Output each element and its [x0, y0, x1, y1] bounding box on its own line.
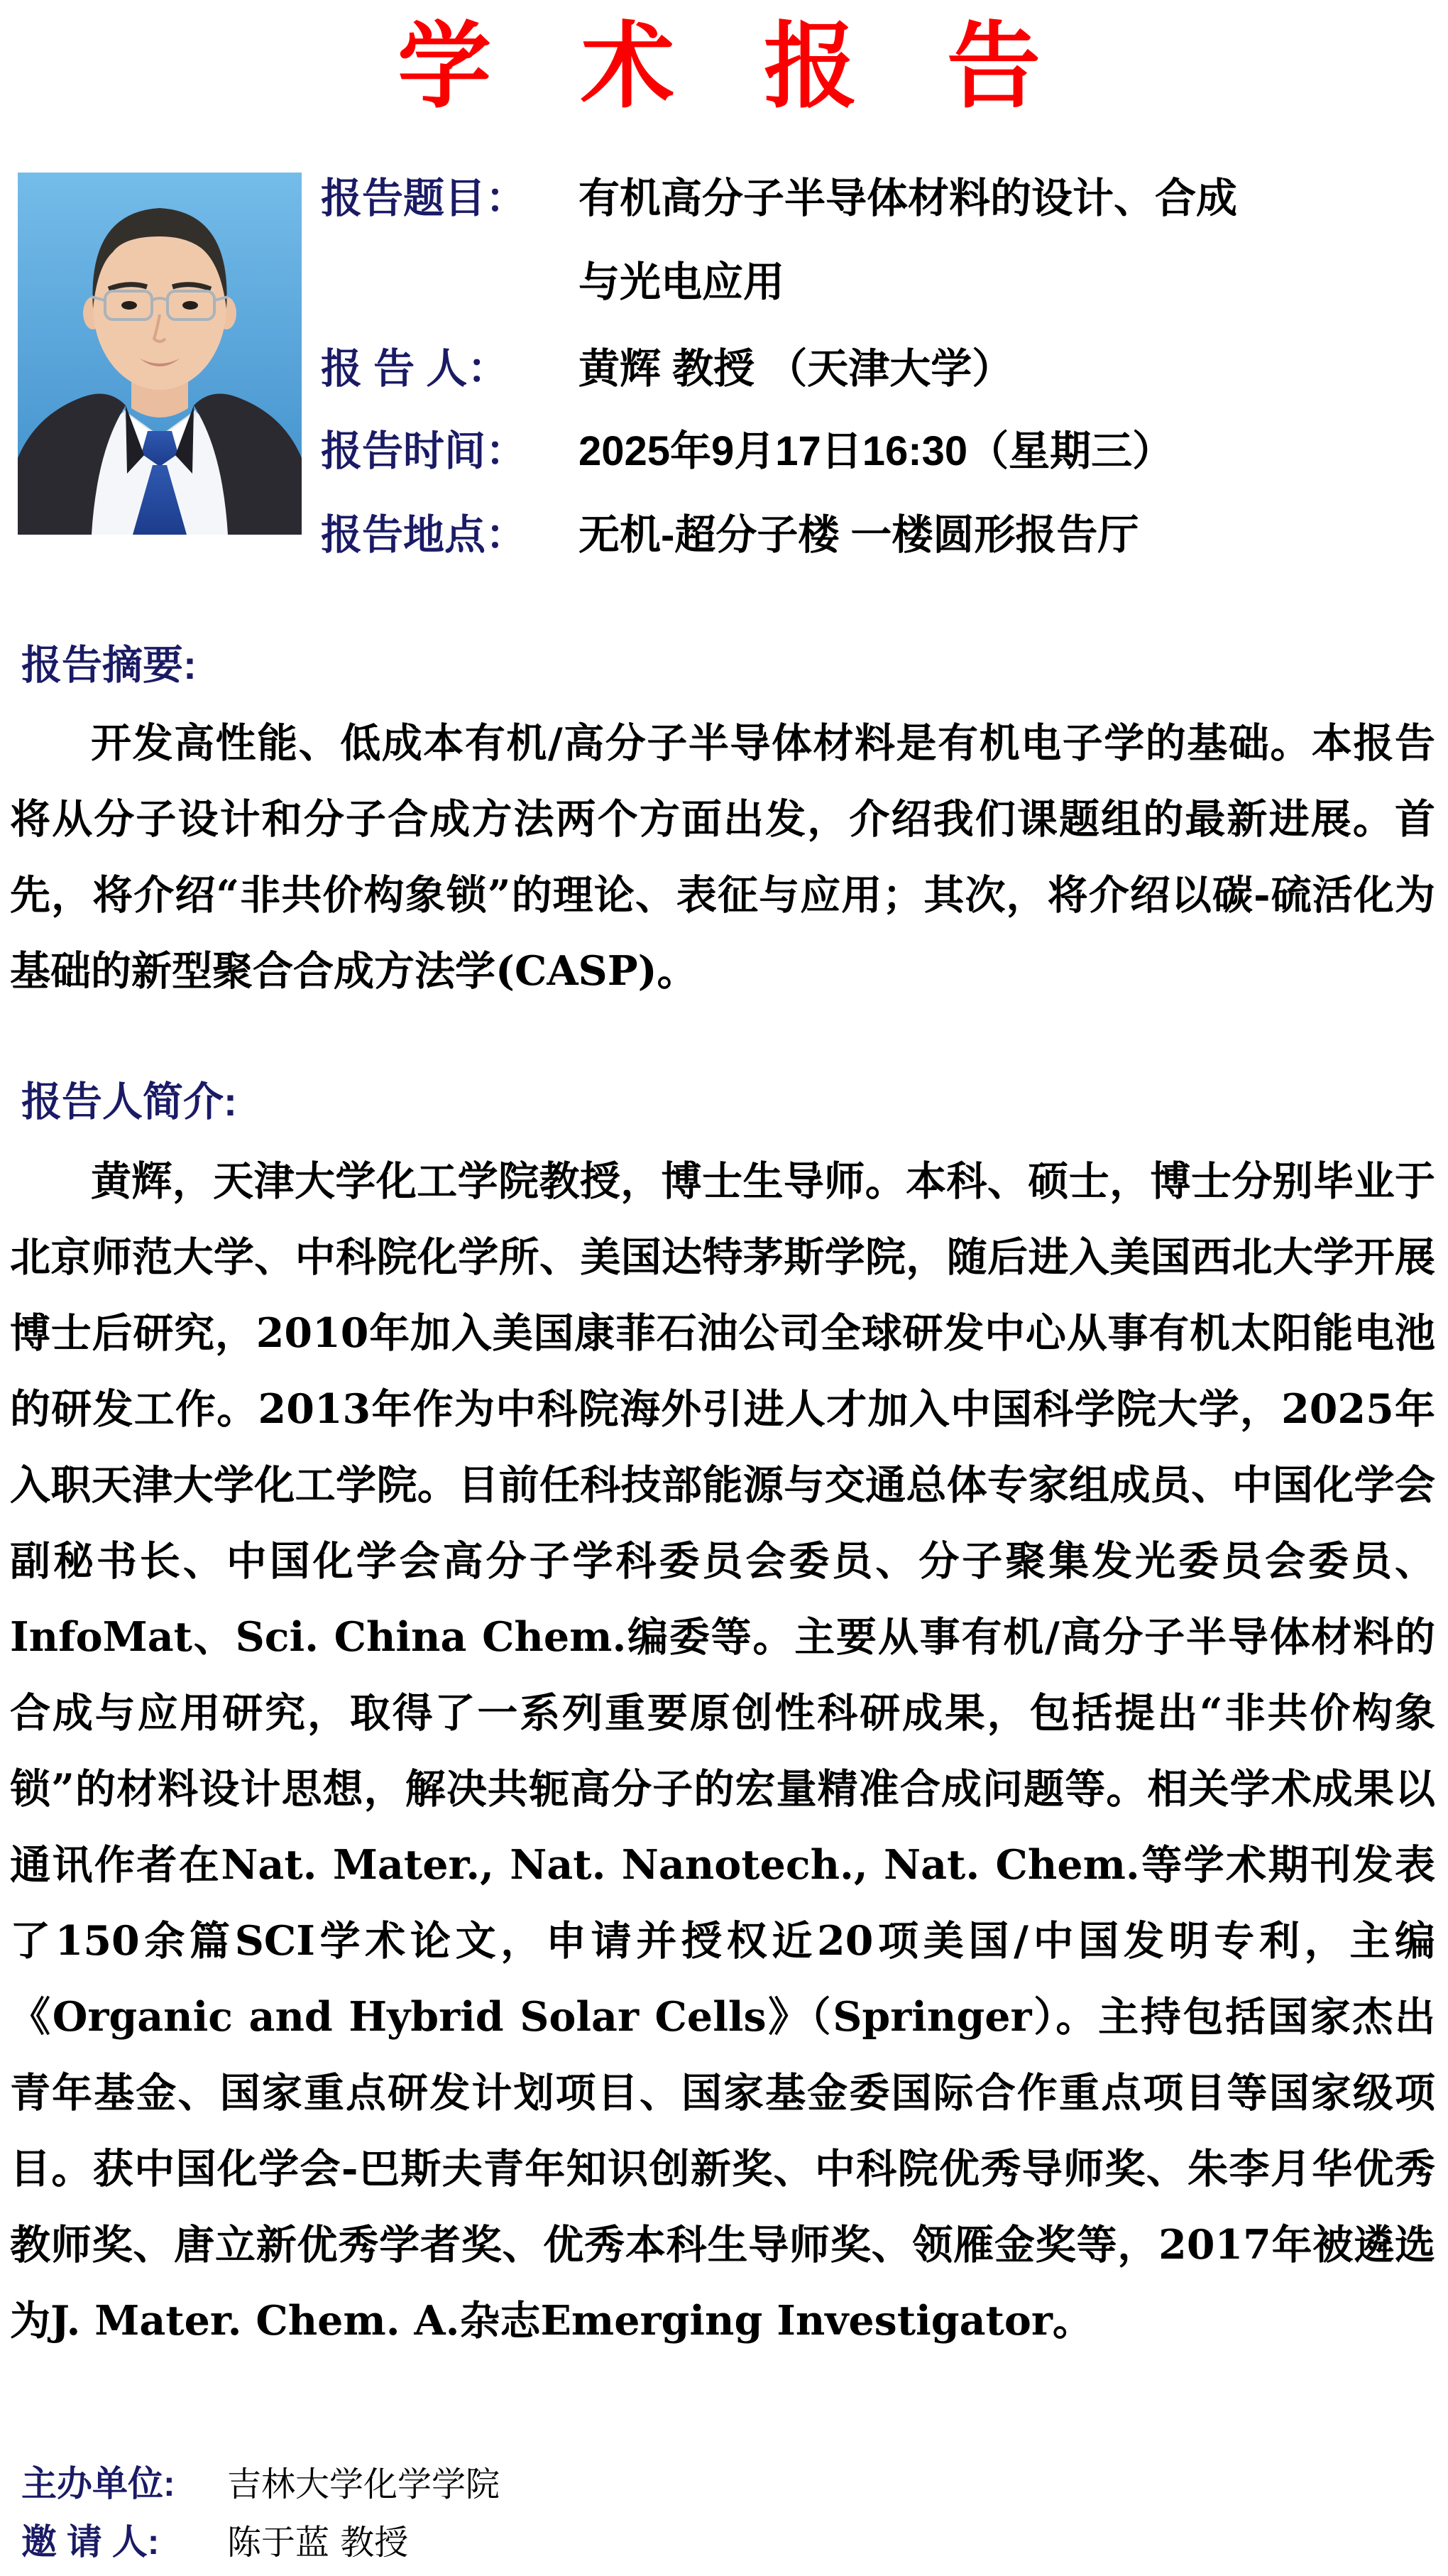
venue-label: 报告地点：	[321, 512, 527, 558]
topic-label: 报告题目：	[321, 175, 527, 222]
abstract-heading: 报告摘要:	[21, 643, 197, 688]
topic-value: 有机高分子半导体材料的设计、合成	[578, 175, 1238, 222]
header-row-topic-wrap	[578, 260, 784, 305]
time-label: 报告时间：	[321, 428, 527, 474]
header-row-speaker	[321, 346, 1013, 392]
abstract-paragraph: 开发高性能、低成本有机/高分子半导体材料是有机电子学的基础。本报告将从分子设计和分子合成方法两个方面出发，介绍我们课题组的最新进展。首先，将介绍“非共价构象锁”的理论、表征与应用；其次，将介绍以碳-硫活化为基础的新型聚合合成方法学(CASP)。	[10, 719, 1435, 995]
speaker-value: 黄辉 教授 （天津大学）	[578, 346, 1014, 392]
header-row-venue	[321, 513, 1139, 558]
bio-paragraph: 黄辉，天津大学化工学院教授，博士生导师。本科、硕士，博士分别毕业于北京师范大学、中科院化学所、美国达特茅斯学院，随后进入美国西北大学开展博士后研究，2010年加入美国康菲石油公司全球研发中心从事有机太阳能电池的研发工作。2013年作为中科院海外引进人才加入中国科学院大学，2025年入职天津大学化工学院。目前任科技部能源与交通总体专家组成员、中国化学会副秘书长、中国化学会高分子学科委员会委员、分子聚集发光委员会委员、InfoMat、Sci. China Chem.编委等。主要从事有机/高分子半导体材料的合成与应用研究，取得了一系列重要原创性科研成果，包括提出“非共价构象锁”的材料设计思想，解决共轭高分子的宏量精准合成问题等。相关学术成果以通讯作者在Nat. Mater., Nat. Nanotech., Nat. Chem.等学术期刊发表了150余篇SCI学术论文，申请并授权近20项美国/中国发明专利，主编《Organic and Hybrid Solar Cells》（Springer）。主持包括国家杰出青年基金、国家重点研发计划项目、国家基金委国际合作重点项目等国家级项目。获中国化学会-巴斯夫青年知识创新奖、中科院优秀导师奖、朱李月华优秀教师奖、唐立新优秀学者奖、优秀本科生导师奖、领雁金奖等，2017年被遴选为J. Mater. Chem. A.杂志Emerging Investigator。	[10, 1157, 1435, 2345]
venue-value: 无机-超分子楼 一楼圆形报告厅	[578, 512, 1139, 558]
eye-left	[121, 301, 137, 310]
inviter-value: 陈于蓝 教授	[227, 2523, 409, 2563]
time-value: 2025年9月17日16:30（星期三）	[578, 428, 1174, 474]
eye-right	[182, 301, 198, 310]
page-title: 学 术 报 告	[397, 11, 1051, 121]
organizer-row	[21, 2455, 500, 2506]
bio-heading: 报告人简介:	[21, 1079, 237, 1125]
header-row-topic	[321, 176, 1237, 222]
organizer-label: 主办单位:	[21, 2464, 175, 2504]
speaker-photo	[18, 173, 302, 535]
organizer-value: 吉林大学化学学院	[227, 2465, 500, 2504]
header-row-time	[321, 429, 1173, 474]
inviter-label: 邀 请 人:	[21, 2522, 160, 2562]
speaker-label: 报 告 人：	[321, 346, 509, 392]
topic-value-line2: 与光电应用	[578, 259, 785, 305]
inviter-row	[21, 2514, 408, 2565]
